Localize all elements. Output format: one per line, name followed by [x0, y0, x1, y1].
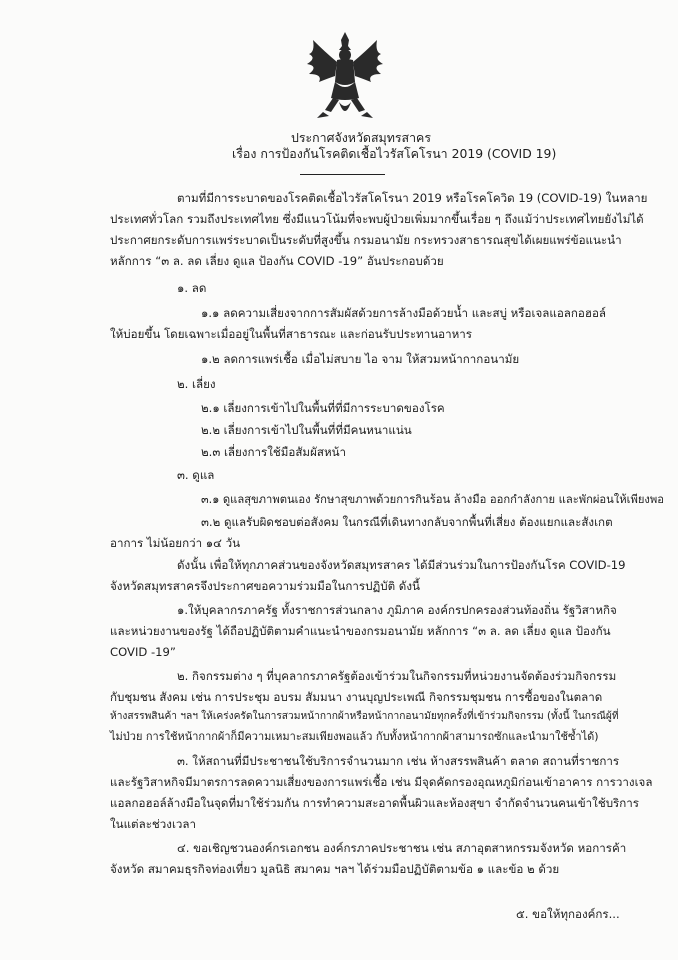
body-line: อาการ ไม่น้อยกว่า ๑๔ วัน [110, 536, 241, 550]
body-line: และรัฐวิสาหกิจมีมาตรการลดความเสี่ยงของการแพร่เชื้อ เช่น มีจุดคัดกรองอุณหภูมิก่อนเข้าอาคาร การวางเจล [110, 775, 653, 789]
body-line: ไม่ป่วย การใช้หน้ากากผ้าก็มีความเหมาะสมเพียงพอแล้ว กับทั้งหน้ากากผ้าสามารถซักและนำมาใช้ซ้ำได้) [110, 730, 599, 743]
body-line: ในแต่ละช่วงเวลา [110, 817, 197, 831]
body-line: แอลกอฮอล์ล้างมือในจุดที่มาใช้ร่วมกัน การทำความสะอาดพื้นผิวและห้องสุขา จำกัดจำนวนคนเข้าใช้บริการ [110, 796, 640, 810]
body-line: ๒.๓ เลี่ยงการใช้มือสัมผัสหน้า [201, 445, 347, 459]
body-line: ๓.๑ ดูแลสุขภาพตนเอง รักษาสุขภาพด้วยการกินร้อน ล้างมือ ออกกำลังกาย และพักผ่อนให้เพียงพอ [201, 493, 664, 506]
body-line: จังหวัดสมุทรสาครจึงประกาศขอความร่วมมือในการปฏิบัติ ดังนี้ [110, 579, 420, 593]
garuda-emblem-icon [295, 30, 395, 122]
body-line: ประกาศยกระดับการแพร่ระบาดเป็นระดับที่สูงขึ้น กรมอนามัย กระทรวงสาธารณสุขได้เผยแพร่ข้อแนะนำ [110, 233, 622, 247]
title-divider [300, 174, 385, 175]
body-line: ตามที่มีการระบาดของโรคติดเชื้อไวรัสโคโรนา 2019 หรือโรคโควิด 19 (COVID-19) ในหลาย [177, 191, 648, 205]
body-line: ๓. ให้สถานที่มีประชาชนใช้บริการจำนวนมาก เช่น ห้างสรรพสินค้า ตลาด สถานที่ราชการ [177, 754, 620, 768]
body-line: ๓.๒ ดูแลรับผิดชอบต่อสังคม ในกรณีที่เดินทางกลับจากพื้นที่เสี่ยง ต้องแยกและสังเกต [201, 515, 613, 529]
body-line: COVID -19” [110, 645, 176, 659]
section-heading: ๓. ดูแล [177, 468, 215, 482]
body-line: ๒. กิจกรรมต่าง ๆ ที่บุคลากรภาครัฐต้องเข้าร่วมในกิจกรรมที่หน่วยงานจัดต้องร่วมกิจกรรม [177, 669, 617, 683]
body-line: กับชุมชน สังคม เช่น การประชุม อบรม สัมมนา งานบุญประเพณี กิจกรรมชุมชน การซื้อของในตลาด [110, 690, 603, 704]
document-title: ประกาศจังหวัดสมุทรสาคร [291, 130, 431, 145]
body-line: ๑.๒ ลดการแพร่เชื้อ เมื่อไม่สบาย ไอ จาม ให้สวมหน้ากากอนามัย [201, 352, 520, 366]
section-heading: ๑. ลด [177, 281, 207, 295]
body-line: หลักการ “๓ ล. ลด เลี่ยง ดูแล ป้องกัน COVID -19” อันประกอบด้วย [110, 254, 444, 268]
body-line: และหน่วยงานของรัฐ ได้ถือปฏิบัติตามคำแนะนำของกรมอนามัย หลักการ “๓ ล. ลด เลี่ยง ดูแล ป้องกัน [110, 624, 611, 638]
body-line: ดังนั้น เพื่อให้ทุกภาคส่วนของจังหวัดสมุทรสาคร ได้มีส่วนร่วมในการป้องกันโรค COVID-19 [177, 558, 626, 572]
body-line: ๑.ให้บุคลากรภาครัฐ ทั้งราชการส่วนกลาง ภูมิภาค องค์กรปกครองส่วนท้องถิ่น รัฐวิสาหกิจ [177, 603, 617, 617]
body-line: ประเทศทั่วโลก รวมถึงประเทศไทย ซึ่งมีแนวโน้มที่จะพบผู้ป่วยเพิ่มมากขึ้นเรื่อย ๆ ถึงแม้ว่าประเทศไทยยังไม่ได้ [110, 212, 644, 226]
body-line: จังหวัด สมาคมธุรกิจท่องเที่ยว มูลนิธิ สมาคม ฯลฯ ได้ร่วมมือปฏิบัติตามข้อ ๑ และข้อ ๒ ด้วย [110, 862, 560, 876]
body-line: ห้างสรรพสินค้า ฯลฯ ให้เคร่งครัดในการสวมหน้ากากผ้าหรือหน้ากากอนามัยทุกครั้งที่เข้าร่วมกิจกรรม (ทั้งนี้ ในกรณีผู้ที่ [110, 711, 619, 722]
body-line: ๔. ขอเชิญชวนองค์กรเอกชน องค์กรภาคประชาชน เช่น สภาอุตสาหกรรมจังหวัด หอการค้า [177, 841, 627, 855]
body-line: ๒.๒ เลี่ยงการเข้าไปในพื้นที่ที่มีคนหนาแน่น [201, 423, 412, 437]
body-line: ให้บ่อยขึ้น โดยเฉพาะเมื่ออยู่ในพื้นที่สาธารณะ และก่อนรับประทานอาหาร [110, 327, 472, 341]
body-line: ๑.๑ ลดความเสี่ยงจากการสัมผัสด้วยการล้างมือด้วยน้ำ และสบู่ หรือเจลแอลกอฮอล์ [201, 306, 607, 320]
continuation-note: ๕. ขอให้ทุกองค์กร... [516, 907, 620, 921]
section-heading: ๒. เลี่ยง [177, 377, 216, 391]
document-subject: เรื่อง การป้องกันโรคติดเชื้อไวรัสโคโรนา 2019 (COVID 19) [232, 146, 557, 161]
body-line: ๒.๑ เลี่ยงการเข้าไปในพื้นที่ที่มีการระบาดของโรค [201, 401, 445, 415]
